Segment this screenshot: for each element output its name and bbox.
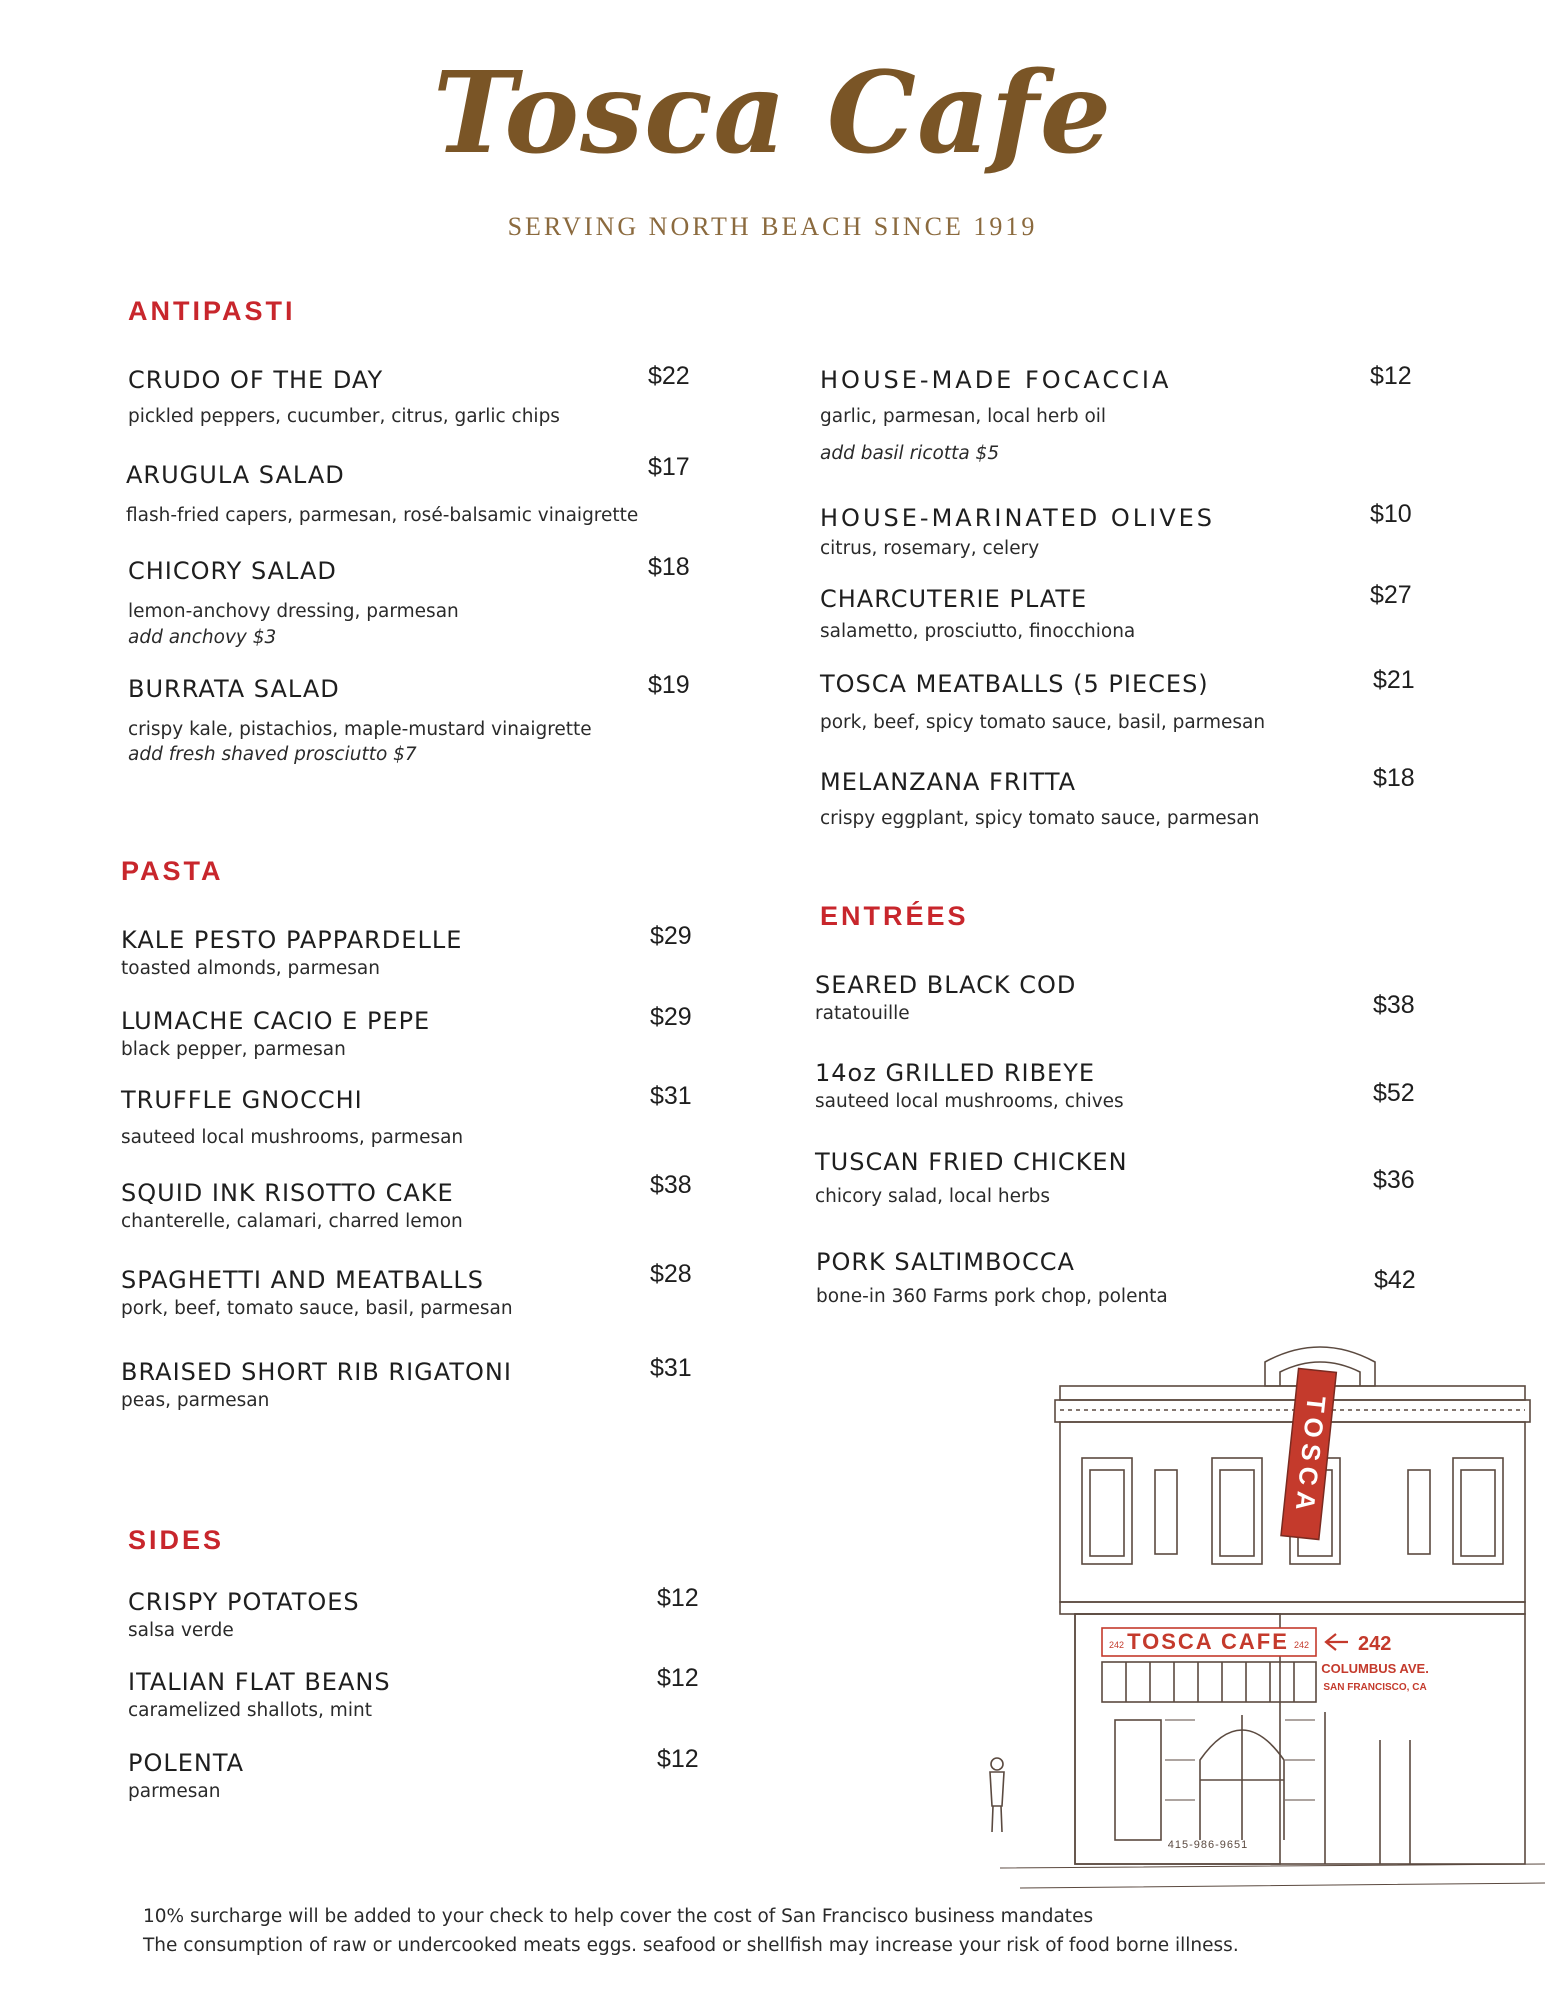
phone-number: 415-986-9651	[1167, 1839, 1249, 1851]
item-description: peas, parmesan	[121, 1390, 270, 1411]
storefront-sign-number-right: 242	[1294, 1640, 1310, 1650]
arched-window-mullions	[1200, 1715, 1284, 1840]
storefront-sign-text: TOSCA CAFE	[1127, 1629, 1289, 1654]
item-price: $38	[650, 1171, 692, 1199]
item-description: garlic, parmesan, local herb oil	[820, 406, 1107, 427]
item-description: lemon-anchovy dressing, parmesan	[128, 601, 459, 622]
item-add-on: add anchovy $3	[128, 627, 277, 648]
item-name: BRAISED SHORT RIB RIGATONI	[121, 1358, 512, 1386]
item-name: HOUSE-MADE FOCACCIA	[820, 366, 1172, 394]
section-pasta: PASTA	[121, 856, 224, 886]
item-description: bone-in 360 Farms pork chop, polenta	[816, 1286, 1168, 1307]
item-description: toasted almonds, parmesan	[121, 958, 380, 979]
item-name: POLENTA	[128, 1749, 245, 1777]
item-description: pork, beef, spicy tomato sauce, basil, parmesan	[820, 712, 1266, 733]
item-name: CRUDO OF THE DAY	[128, 366, 384, 394]
item-description: salsa verde	[128, 1620, 234, 1641]
item-description: pork, beef, tomato sauce, basil, parmesan	[121, 1298, 513, 1319]
item-add-on: add basil ricotta $5	[820, 443, 1000, 464]
item-add-on: add fresh shaved prosciutto $7	[128, 744, 417, 765]
front-door	[1115, 1720, 1161, 1840]
item-description: ratatouille	[815, 1003, 910, 1024]
item-name: SPAGHETTI AND MEATBALLS	[121, 1266, 485, 1294]
item-name: TOSCA MEATBALLS (5 PIECES)	[820, 670, 1209, 698]
item-price: $31	[650, 1354, 692, 1382]
item-description: crispy kale, pistachios, maple-mustard vinaigrette	[128, 719, 592, 740]
item-price: $12	[1370, 362, 1412, 390]
item-description: caramelized shallots, mint	[128, 1700, 372, 1721]
item-description: pickled peppers, cucumber, citrus, garlic chips	[128, 406, 560, 427]
transom-windows	[1102, 1662, 1316, 1702]
item-price: $21	[1373, 666, 1415, 694]
item-description: sauteed local mushrooms, parmesan	[121, 1127, 464, 1148]
window	[1408, 1470, 1430, 1554]
item-price: $12	[657, 1584, 699, 1612]
item-name: ARUGULA SALAD	[126, 461, 345, 489]
item-price: $28	[650, 1260, 692, 1288]
item-price: $18	[1373, 764, 1415, 792]
item-name: CHICORY SALAD	[128, 557, 337, 585]
item-name: TUSCAN FRIED CHICKEN	[815, 1148, 1128, 1176]
item-description: crispy eggplant, spicy tomato sauce, parmesan	[820, 808, 1260, 829]
item-name: 14oz GRILLED RIBEYE	[815, 1059, 1096, 1087]
tosca-vertical-sign	[1281, 1368, 1336, 1539]
item-price: $42	[1374, 1266, 1416, 1294]
item-name: LUMACHE CACIO E PEPE	[121, 1007, 431, 1035]
item-price: $52	[1373, 1079, 1415, 1107]
sign-text: TOSCA	[1289, 1394, 1332, 1518]
item-name: HOUSE-MARINATED OLIVES	[820, 504, 1216, 532]
cornice-dentils	[1055, 1400, 1530, 1422]
item-name: KALE PESTO PAPPARDELLE	[121, 926, 463, 954]
address-number: 242	[1358, 1633, 1392, 1655]
footer-surcharge-note: 10% surcharge will be added to your check to help cover the cost of San Francisco business mandates	[143, 1906, 1094, 1927]
item-description: citrus, rosemary, celery	[820, 538, 1040, 559]
section-sides: SIDES	[128, 1525, 225, 1555]
item-price: $29	[650, 922, 692, 950]
item-price: $22	[648, 362, 690, 390]
section-entrees: ENTRÉES	[820, 901, 969, 931]
item-name: SQUID INK RISOTTO CAKE	[121, 1179, 454, 1207]
item-price: $27	[1370, 581, 1412, 609]
window-pane	[1090, 1470, 1124, 1556]
item-price: $10	[1370, 500, 1412, 528]
item-price: $31	[650, 1082, 692, 1110]
section-antipasti: ANTIPASTI	[128, 296, 296, 326]
address-street: COLUMBUS AVE.	[1321, 1661, 1429, 1676]
item-name: CRISPY POTATOES	[128, 1588, 360, 1616]
item-description: black pepper, parmesan	[121, 1039, 346, 1060]
tagline: SERVING NORTH BEACH SINCE 1919	[507, 212, 1038, 241]
item-description: flash-fried capers, parmesan, rosé-balsamic vinaigrette	[126, 505, 639, 526]
item-name: SEARED BLACK COD	[815, 971, 1077, 999]
item-price: $18	[648, 553, 690, 581]
item-price: $29	[650, 1003, 692, 1031]
item-price: $19	[648, 671, 690, 699]
item-name: CHARCUTERIE PLATE	[820, 585, 1088, 613]
item-description: chicory salad, local herbs	[815, 1186, 1050, 1207]
item-name: ITALIAN FLAT BEANS	[128, 1668, 391, 1696]
item-name: MELANZANA FRITTA	[820, 768, 1077, 796]
address-city: SAN FRANCISCO, CA	[1323, 1682, 1427, 1693]
item-name: TRUFFLE GNOCCHI	[121, 1086, 363, 1114]
item-price: $12	[657, 1664, 699, 1692]
window-pane	[1461, 1470, 1495, 1556]
transom-mullions	[1126, 1662, 1294, 1702]
cornice-top	[1060, 1386, 1525, 1400]
item-price: $17	[648, 453, 690, 481]
street-lines	[1000, 1864, 1545, 1888]
window	[1155, 1470, 1177, 1554]
item-description: sauteed local mushrooms, chives	[815, 1091, 1124, 1112]
item-price: $38	[1373, 991, 1415, 1019]
logo: Tosca Cafe	[432, 48, 1113, 179]
item-name: PORK SALTIMBOCCA	[816, 1248, 1075, 1276]
belt-course	[1060, 1602, 1525, 1614]
item-price: $36	[1373, 1166, 1415, 1194]
item-name: BURRATA SALAD	[128, 675, 340, 703]
item-description: salametto, prosciutto, finocchiona	[820, 621, 1136, 642]
person-figure	[990, 1758, 1004, 1832]
footer-health-warning: The consumption of raw or undercooked meats eggs. seafood or shellfish may increase your risk of food borne illness.	[143, 1935, 1239, 1956]
item-description: chanterelle, calamari, charred lemon	[121, 1211, 463, 1232]
arrow-icon	[1326, 1634, 1348, 1650]
item-description: parmesan	[128, 1781, 221, 1802]
tosca-building-illustration	[980, 1340, 1545, 1905]
item-price: $12	[657, 1745, 699, 1773]
stone-lines	[1165, 1720, 1315, 1800]
window-pane	[1220, 1470, 1254, 1556]
side-facade-lines	[1325, 1712, 1410, 1864]
storefront-sign-number-left: 242	[1109, 1640, 1125, 1650]
